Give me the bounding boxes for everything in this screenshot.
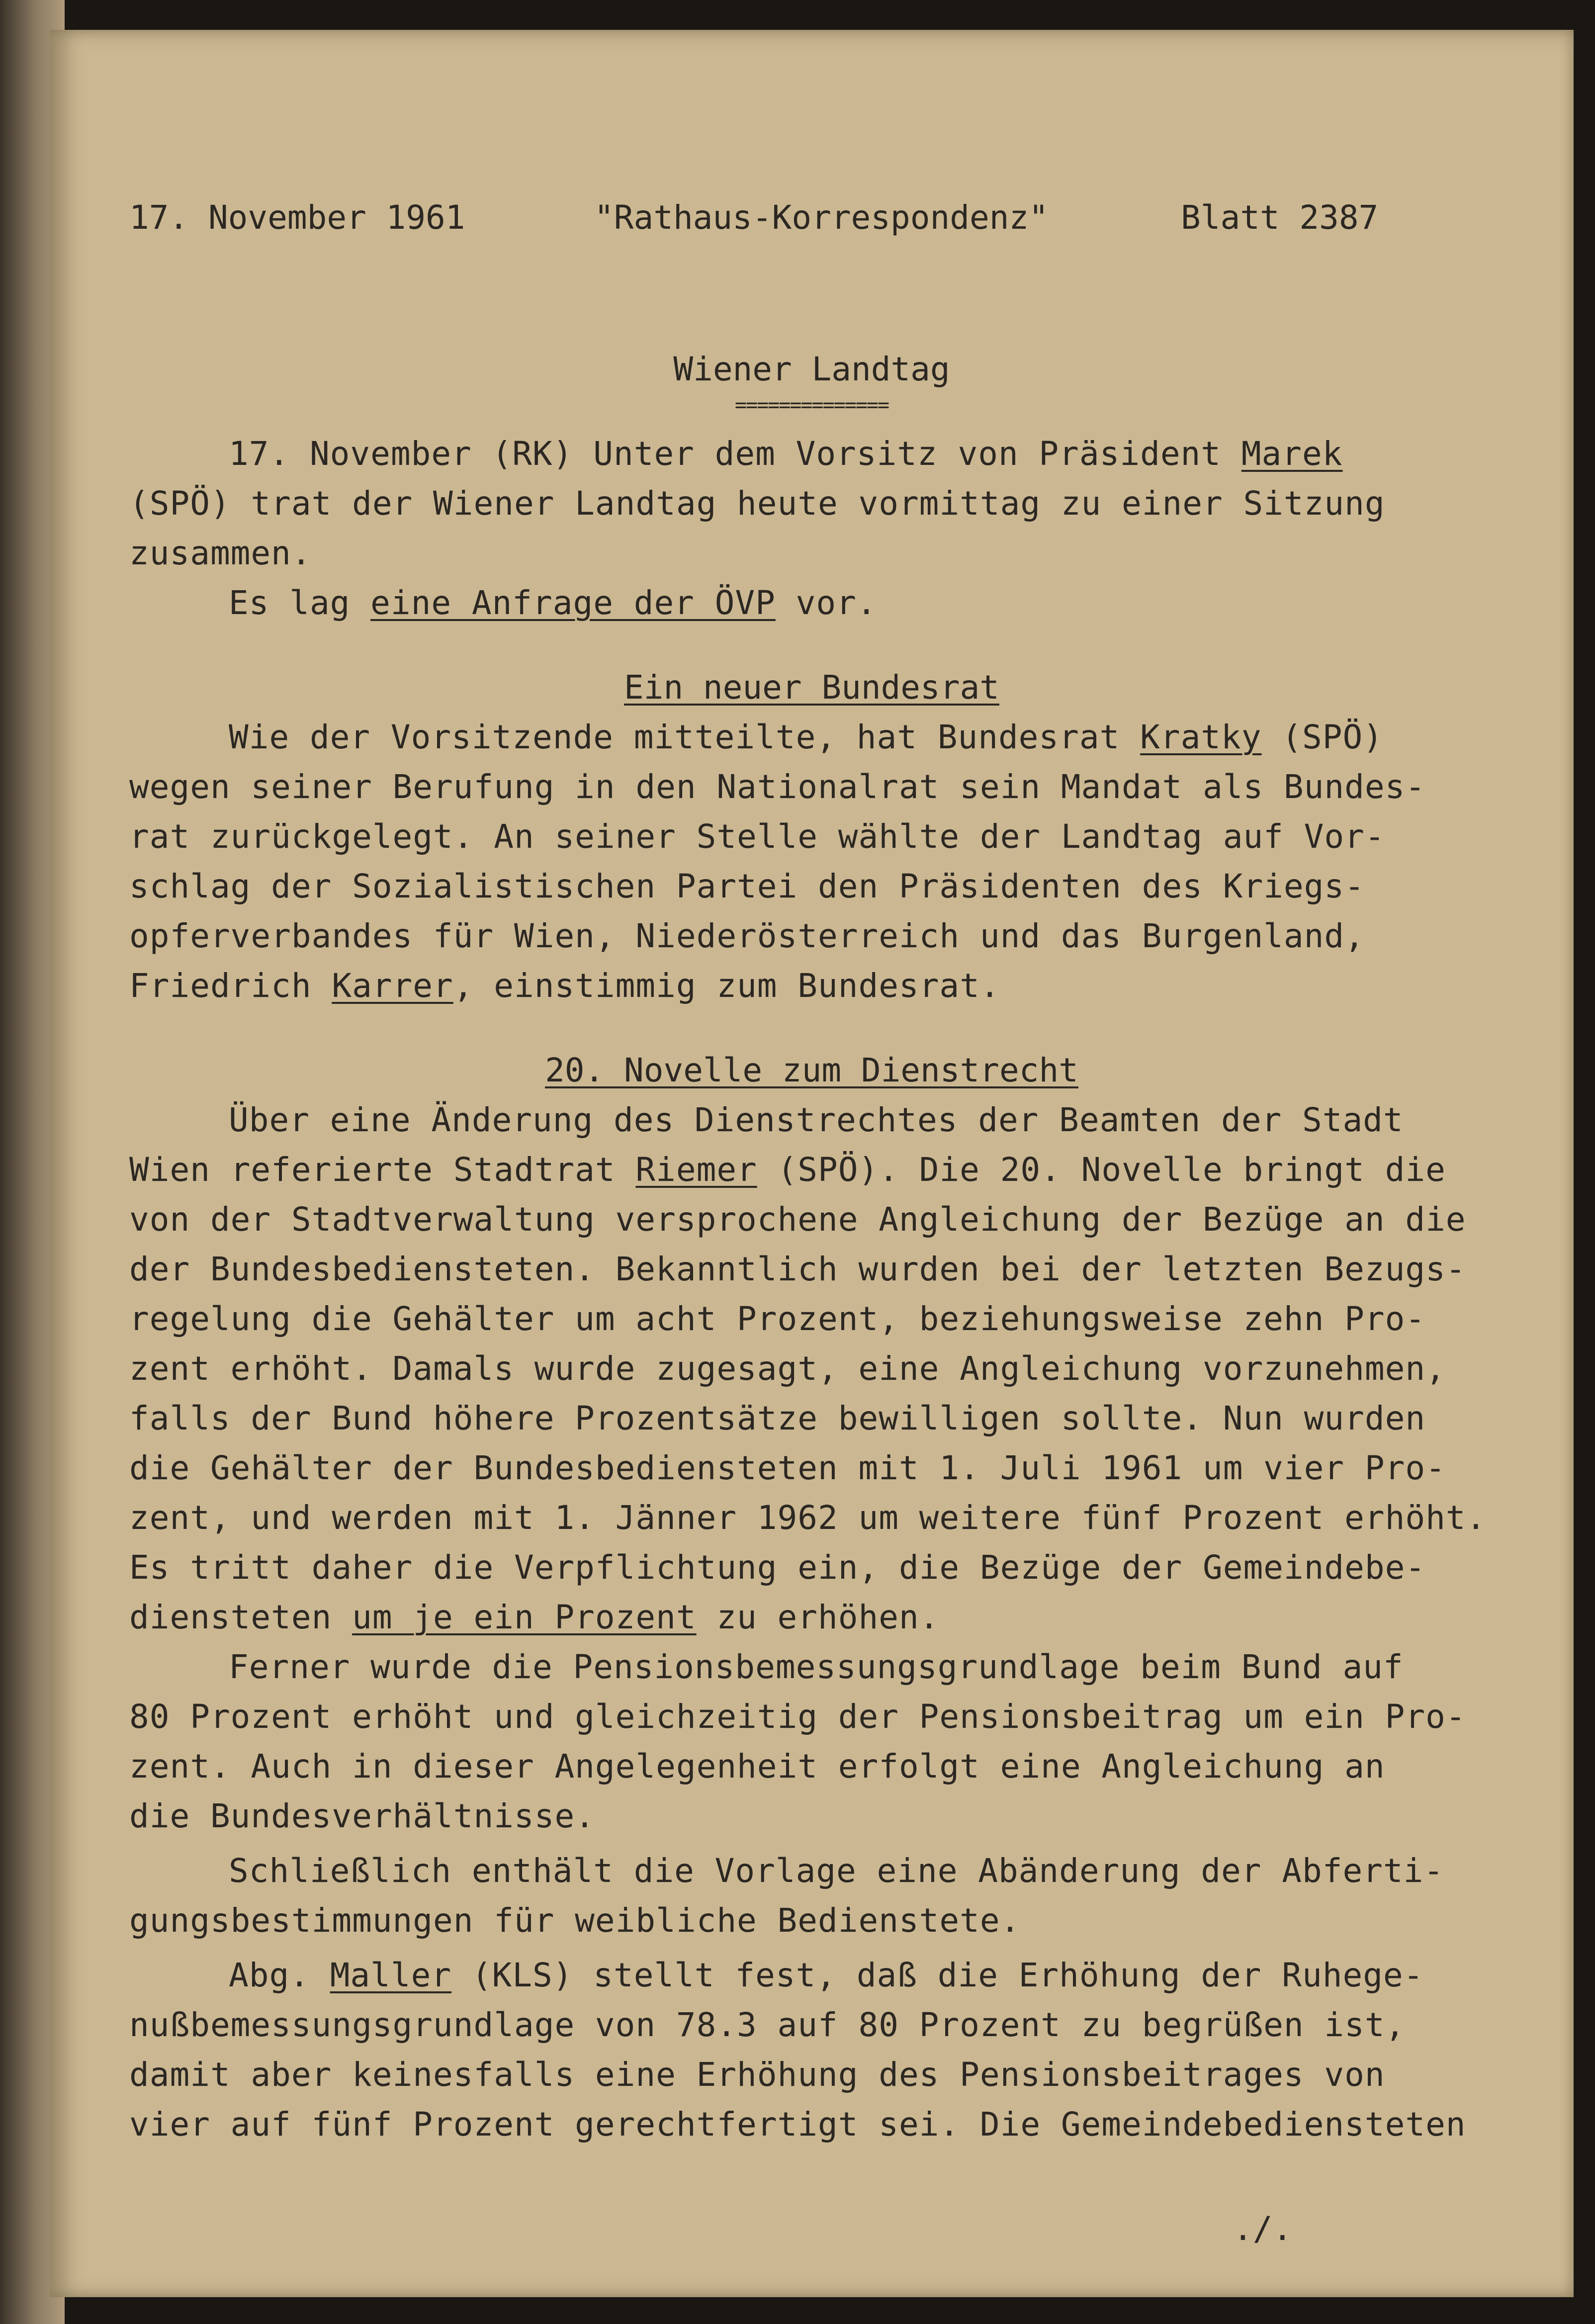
page-title: Wiener Landtag bbox=[673, 350, 950, 388]
header-publication: "Rathaus-Korrespondenz" bbox=[594, 198, 1049, 237]
dienstrecht-p3-line-2: gungsbestimmungen für weibliche Bedienstete. bbox=[129, 1901, 1021, 1940]
dienstrecht-p4-line-4: vier auf fünf Prozent gerechtfertigt sei. Die Gemeindebediensteten bbox=[129, 2105, 1466, 2144]
continuation-mark: ./. bbox=[1233, 2210, 1293, 2248]
dienstrecht-p1-line-8: die Gehälter der Bundesbediensteten mit 1. Juli 1961 um vier Pro- bbox=[129, 1449, 1446, 1487]
dienstrecht-p2-line-4: die Bundesverhältnisse. bbox=[129, 1797, 595, 1835]
dienstrecht-p1-line-10: Es tritt daher die Verpflichtung ein, die Bezüge der Gemeindebe- bbox=[129, 1548, 1426, 1587]
dienstrecht-p4-line-1: Abg. Maller (KLS) stellt fest, daß die Erhöhung der Ruhege- bbox=[229, 1956, 1424, 1994]
section-heading-dienstrecht: 20. Novelle zum Dienstrecht bbox=[545, 1051, 1078, 1089]
bundesrat-line-1: Wie der Vorsitzende mitteilte, hat Bundesrat Kratky (SPÖ) bbox=[229, 718, 1383, 756]
dienstrecht-p2-line-1: Ferner wurde die Pensionsbemessungsgrundlage beim Bund auf bbox=[229, 1648, 1404, 1686]
dienstrecht-p2-line-3: zent. Auch in dieser Angelegenheit erfolgt eine Angleichung an bbox=[129, 1747, 1385, 1786]
dienstrecht-p1-line-6: zent erhöht. Damals wurde zugesagt, eine Angleichung vorzunehmen, bbox=[129, 1349, 1446, 1388]
dienstrecht-p1-line-11: diensteten um je ein Prozent zu erhöhen. bbox=[129, 1598, 940, 1636]
dienstrecht-p1-line-7: falls der Bund höhere Prozentsätze bewilligen sollte. Nun wurden bbox=[129, 1399, 1426, 1437]
section-heading-bundesrat: Ein neuer Bundesrat bbox=[624, 668, 999, 707]
dienstrecht-p4-line-3: damit aber keinesfalls eine Erhöhung des Pensionsbeitrages von bbox=[129, 2056, 1385, 2094]
title-underline: ============== bbox=[734, 394, 889, 417]
dienstrecht-p4-line-2: nußbemessungsgrundlage von 78.3 auf 80 Prozent zu begrüßen ist, bbox=[129, 2006, 1406, 2044]
bundesrat-line-6: Friedrich Karrer, einstimmig zum Bundesrat. bbox=[129, 967, 1000, 1005]
bundesrat-line-2: wegen seiner Berufung in den Nationalrat sein Mandat als Bundes- bbox=[129, 768, 1426, 806]
dienstrecht-p1-line-5: regelung die Gehälter um acht Prozent, beziehungsweise zehn Pro- bbox=[129, 1300, 1426, 1338]
bundesrat-line-5: opferverbandes für Wien, Niederösterreich und das Burgenland, bbox=[129, 917, 1365, 955]
intro-line-1: 17. November (RK) Unter dem Vorsitz von Präsident Marek bbox=[229, 435, 1343, 473]
dienstrecht-p1-line-2: Wien referierte Stadtrat Riemer (SPÖ). Die 20. Novelle bringt die bbox=[129, 1151, 1446, 1189]
document-page bbox=[50, 30, 1574, 2297]
dienstrecht-p1-line-1: Über eine Änderung des Dienstrechtes der Beamten der Stadt bbox=[229, 1101, 1404, 1139]
bundesrat-line-4: schlag der Sozialistischen Partei den Präsidenten des Kriegs- bbox=[129, 867, 1365, 905]
intro-line-3: zusammen. bbox=[129, 534, 312, 572]
intro-line-2: (SPÖ) trat der Wiener Landtag heute vormittag zu einer Sitzung bbox=[129, 484, 1385, 523]
dienstrecht-p3-line-1: Schließlich enthält die Vorlage eine Abänderung der Abferti- bbox=[229, 1852, 1444, 1890]
intro-line-4: Es lag eine Anfrage der ÖVP vor. bbox=[229, 584, 877, 622]
header-date: 17. November 1961 bbox=[129, 198, 465, 237]
dienstrecht-p1-line-4: der Bundesbediensteten. Bekanntlich wurden bei der letzten Bezugs- bbox=[129, 1250, 1466, 1288]
bundesrat-line-3: rat zurückgelegt. An seiner Stelle wählte der Landtag auf Vor- bbox=[129, 817, 1385, 856]
dienstrecht-p1-line-3: von der Stadtverwaltung versprochene Angleichung der Bezüge an die bbox=[129, 1200, 1466, 1239]
dienstrecht-p1-line-9: zent, und werden mit 1. Jänner 1962 um weitere fünf Prozent erhöht. bbox=[129, 1499, 1487, 1537]
name-marek: Marek bbox=[1241, 435, 1343, 473]
dienstrecht-p2-line-2: 80 Prozent erhöht und gleichzeitig der Pensionsbeitrag um ein Pro- bbox=[129, 1698, 1466, 1736]
header-sheet-number: Blatt 2387 bbox=[1181, 198, 1379, 237]
